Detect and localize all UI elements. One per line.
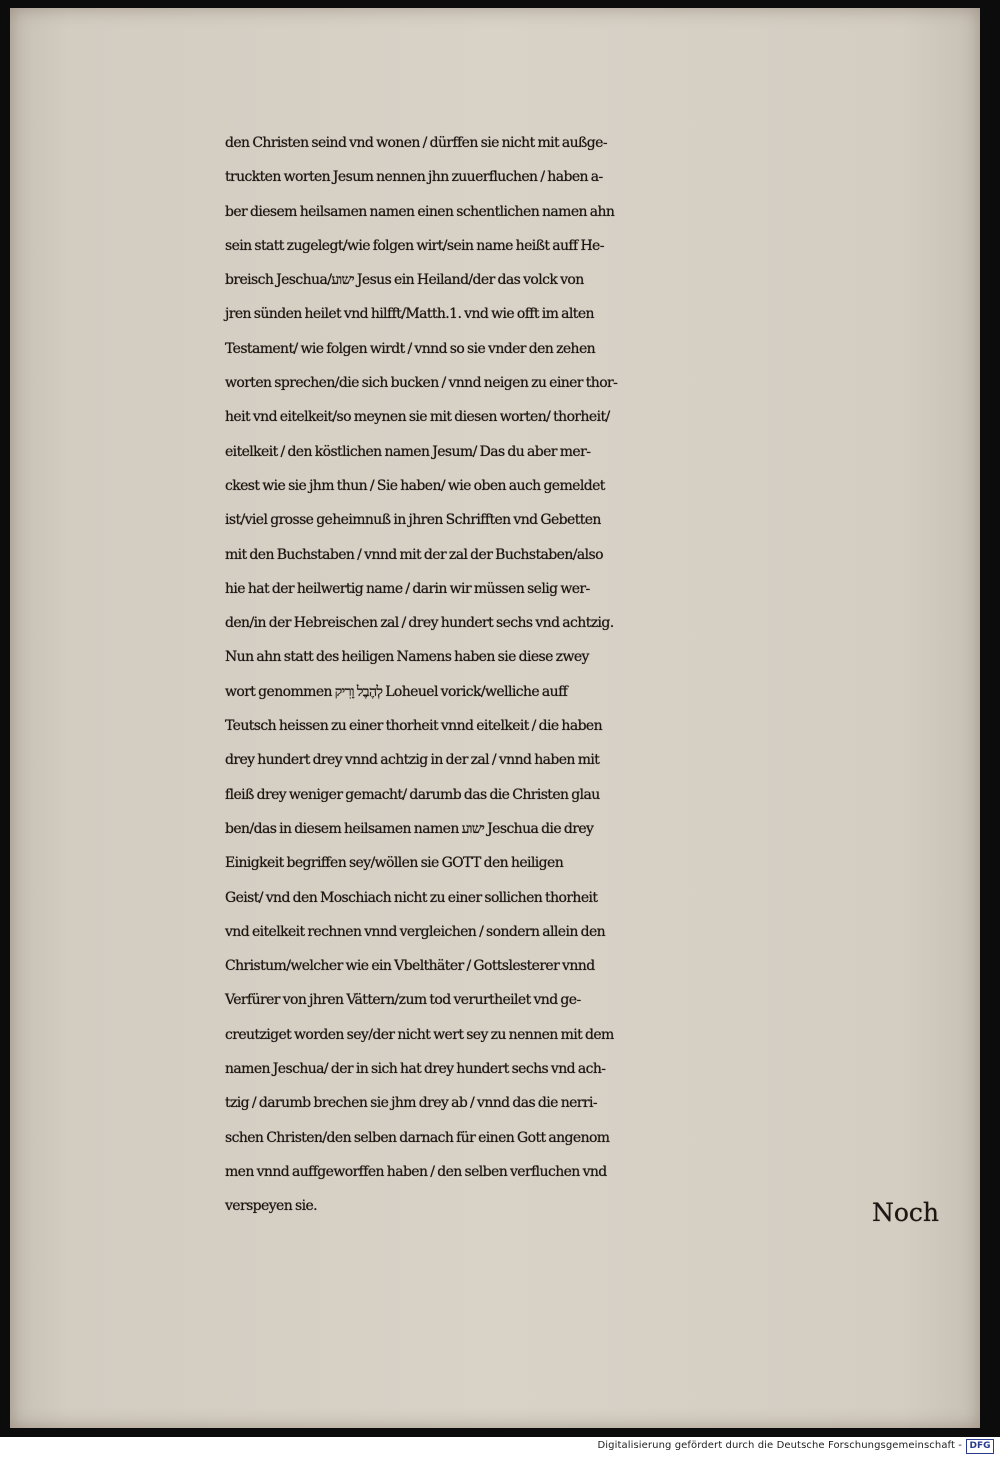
text-line: ben/das in diesem heilsamen namen ישוע Jeschua die drey xyxy=(225,820,594,837)
text-line: den/in der Hebreischen zal / drey hundert sechs vnd achtzig. xyxy=(225,615,614,632)
text-line: hie hat der heilwertig name / darin wir müssen selig wer- xyxy=(225,580,590,597)
text-line: ckest wie sie jhm thun / Sie haben/ wie oben auch gemeldet xyxy=(225,477,605,494)
text-line: mit den Buchstaben / vnnd mit der zal der Buchstaben/also xyxy=(225,546,603,563)
body-text xyxy=(225,126,945,1224)
footer-bar xyxy=(0,1437,1000,1459)
catchword: Noch xyxy=(872,1198,940,1227)
text-line: men vnnd auffgeworffen haben / den selben verfluchen vnd xyxy=(225,1163,607,1180)
text-line: vnd eitelkeit rechnen vnnd vergleichen / sondern allein den xyxy=(225,923,606,940)
text-line: jren sünden heilet vnd hilfft/Matth.1. vnd wie offt im alten xyxy=(225,306,594,323)
text-line: Geist/ vnd den Moschiach nicht zu einer sollichen thorheit xyxy=(225,889,598,906)
text-line: tzig / darumb brechen sie jhm drey ab / vnnd das die nerri- xyxy=(225,1095,597,1112)
text-line: namen Jeschua/ der in sich hat drey hundert sechs vnd ach- xyxy=(225,1061,606,1078)
text-line: Verfürer von jhren Vättern/zum tod verurtheilet vnd ge- xyxy=(225,992,581,1009)
text-line: creutziget worden sey/der nicht wert sey zu nennen mit dem xyxy=(225,1026,614,1043)
funding-credit: Digitalisierung gefördert durch die Deutsche Forschungsgemeinschaft - xyxy=(597,1440,962,1451)
text-line: eitelkeit / den köstlichen namen Jesum/ Das du aber mer- xyxy=(225,443,591,460)
text-line: Einigkeit begriffen sey/wöllen sie GOTT den heiligen xyxy=(225,855,564,872)
text-line: breisch Jeschua/ישוע Jesus ein Heiland/der das volck von xyxy=(225,272,584,289)
text-line: schen Christen/den selben darnach für einen Gott angenom xyxy=(225,1129,610,1146)
text-line: fleiß drey weniger gemacht/ darumb das die Christen glau xyxy=(225,786,600,803)
text-line: Nun ahn statt des heiligen Namens haben sie diese zwey xyxy=(225,649,589,666)
text-line: ist/viel grosse geheimnuß in jhren Schrifften vnd Gebetten xyxy=(225,512,601,529)
text-line: worten sprechen/die sich bucken / vnnd neigen zu einer thor- xyxy=(225,375,618,392)
text-line: den Christen seind vnd wonen / dürffen sie nicht mit außge- xyxy=(225,135,607,151)
text-line: verspeyen sie. xyxy=(225,1198,317,1215)
text-line: Teutsch heissen zu einer thorheit vnnd eitelkeit / die haben xyxy=(225,718,603,735)
text-line: heit vnd eitelkeit/so meynen sie mit diesen worten/ thorheit/ xyxy=(225,409,610,426)
text-line: Christum/welcher wie ein Vbelthäter / Gottslesterer vnnd xyxy=(225,958,595,975)
dfg-logo: DFG xyxy=(966,1439,994,1454)
text-line: Testament/ wie folgen wirdt / vnnd so sie vnder den zehen xyxy=(225,340,596,357)
text-line: truckten worten Jesum nennen jhn zuuerfluchen / haben a- xyxy=(225,169,603,186)
text-line: drey hundert drey vnnd achtzig in der zal / vnnd haben mit xyxy=(225,752,600,769)
text-line: sein statt zugelegt/wie folgen wirt/sein name heißt auff He- xyxy=(225,237,604,254)
text-line: wort genommen לְהֶבֶל וָרִיק Loheuel vorick/welliche auff xyxy=(225,683,568,700)
text-line: ber diesem heilsamen namen einen schentlichen namen ahn xyxy=(225,203,615,220)
